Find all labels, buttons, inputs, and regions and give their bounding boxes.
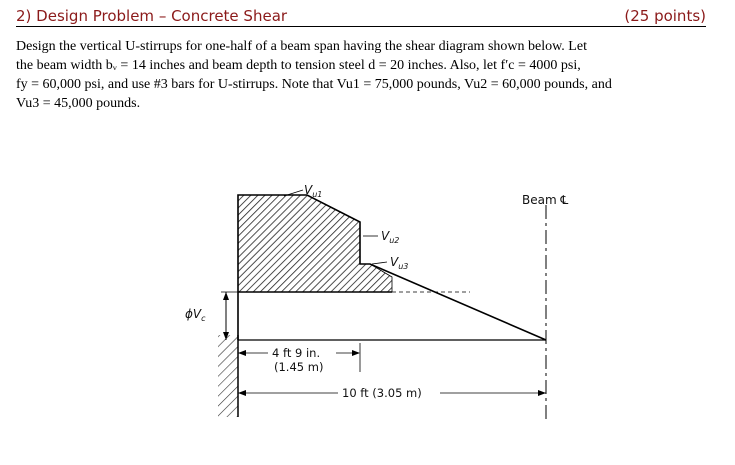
long-dim-arrow-left: [238, 390, 246, 396]
statement-line-4: Vu3 = 45,000 pounds.: [16, 96, 141, 111]
vu3-label: $V_{u3}$: [390, 255, 409, 271]
long-dim-label: 10 ft (3.05 m): [342, 386, 422, 400]
phi-vc-arrow-top: [223, 292, 229, 300]
statement-line-3: fy = 60,000 psi, and use #3 bars for U-stirrups. Note that Vu1 = 75,000 pounds, Vu2 = 60,000 pounds, and: [16, 77, 612, 92]
vu1-label: $V_{u1}$: [304, 183, 323, 199]
vu2-label: $V_{u2}$: [381, 229, 400, 245]
excess-shear-region: [238, 195, 392, 292]
statement-line-2: the beam width bᵥ = 14 inches and beam depth to tension steel d = 20 inches. Also, let f′c = 4000 psi,: [16, 58, 581, 73]
beam-cl-label: Beam ℄: [522, 193, 569, 207]
support-wall: [218, 335, 238, 417]
short-dim-arrow-left: [238, 350, 246, 356]
long-dim-arrow-right: [538, 390, 546, 396]
short-dim-metric: (1.45 m): [274, 360, 324, 374]
vu3-leader: [372, 262, 387, 264]
short-dim-arrow-right: [352, 350, 360, 356]
phi-vc-label: $\phi V_c$: [185, 307, 206, 323]
problem-title: 2) Design Problem – Concrete Shear: [16, 7, 288, 25]
short-dim-label: 4 ft 9 in.: [272, 346, 321, 360]
statement-line-1: Design the vertical U-stirrups for one-half of a beam span having the shear diagram shown below. Let: [16, 39, 587, 54]
problem-points: (25 points): [624, 7, 706, 25]
